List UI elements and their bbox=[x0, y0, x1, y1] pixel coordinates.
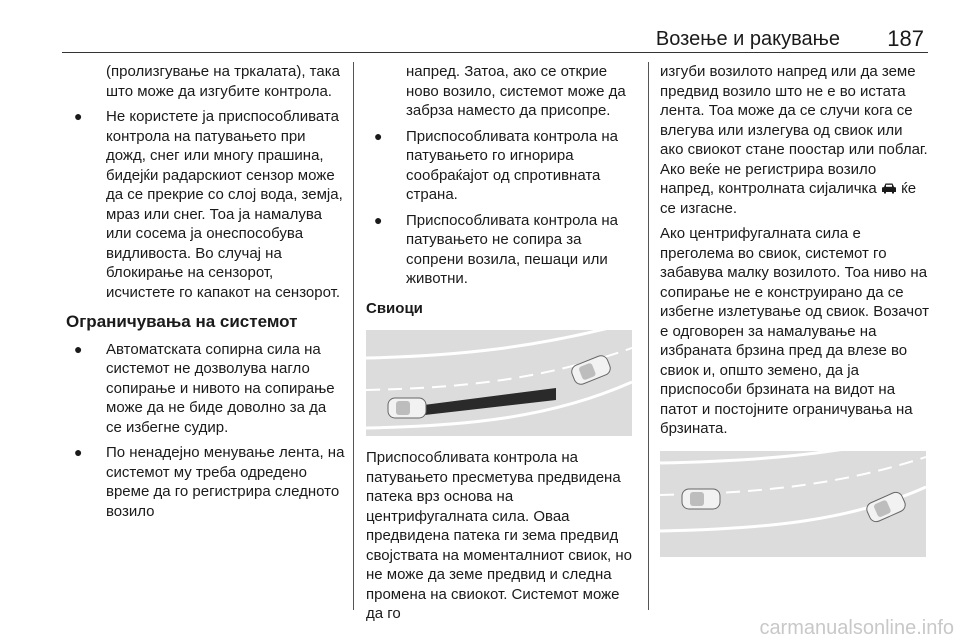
list-item-text: Не користете ја приспособливата контрола на патувањето при дожд, снег или многу прашина, бидејќи радарскиот сензор може да се прекрие со слој вода, земја, мраз или снег. Тоа ја намалува или сосема ја онеспособува видливоста. Во случај на блокирање на сензорот, исчистете го капакот на сензорот. bbox=[106, 108, 343, 301]
paragraph: напред. Затоа, ако се открие ново возило, системот може да забрза наместо да присопре. bbox=[406, 63, 626, 119]
list-item-text: Автоматската сопирна сила на системот не дозволува нагло сопирање и нивото на сопирање може да не биде доволно за да се избегне судир. bbox=[106, 340, 335, 436]
paragraph: Ако центрифугалната сила е преголема во свиок, системот го забавува малку возилото. Тоа ниво на сопирање не е конструирано да се избегне излетување од свиок. Возачот е одговорен за намалување на избраната брзина пред да влезе во свиок и, општо земено, да ја приспособи брзината на видот на патот и постојните ограничувања на брзината. bbox=[660, 225, 929, 437]
list-item bbox=[366, 211, 636, 289]
watermark: carmanualsonline.info bbox=[759, 617, 954, 639]
bullet-icon: ● bbox=[74, 444, 83, 460]
list-item bbox=[66, 340, 346, 438]
list-item-text: Приспособливата контрола на патувањето не сопира за сопрени возила, пешаци или животни. bbox=[406, 211, 619, 287]
paragraph-text: ќе се изгасне. bbox=[660, 180, 917, 217]
car-icon bbox=[388, 398, 426, 418]
paragraph-text: изгуби возилото напред или да земе предвид возило што не е во истата лента. Тоа може да се случи кога се влегува или излегува од свиок или ако свиокот стане поостар или поблаг. Ако веќе не регистрира возило напред, контролната сијаличка bbox=[660, 63, 928, 197]
bullet-icon: ● bbox=[74, 340, 83, 357]
paragraph: Приспособливата контрола на патувањето пресметува предвидена патека врз основа на центрифугалната сила. Оваа предвидена патека ги зема предвид својствата на моменталниот свиок, но не може да земе предвид и следна промена на свиокот. Системот може да го bbox=[366, 449, 632, 622]
curve-illustration bbox=[366, 330, 632, 436]
column-divider bbox=[353, 62, 354, 610]
subsection-heading: Свиоци bbox=[366, 299, 423, 317]
column-3 bbox=[660, 62, 930, 569]
curve-road-drawing bbox=[366, 330, 632, 436]
car-icon bbox=[682, 489, 720, 509]
page-header bbox=[62, 24, 928, 52]
bullet-icon: ● bbox=[74, 108, 83, 124]
header-title: Возење и ракување bbox=[655, 28, 840, 50]
bullet-list bbox=[66, 340, 346, 522]
cruise-car-indicator-icon bbox=[881, 182, 897, 194]
column-1 bbox=[66, 62, 346, 527]
bullet-list bbox=[66, 107, 346, 302]
list-item bbox=[66, 107, 346, 302]
bullet-icon: ● bbox=[374, 211, 383, 228]
paragraph: (пролизгување на тркалата), така што може да изгубите контрола. bbox=[106, 63, 340, 100]
car-icon bbox=[865, 490, 908, 524]
bullet-icon: ● bbox=[374, 127, 383, 144]
list-item-text: По ненадејно менување лента, на системот му треба одредено време да го регистрира следното возило bbox=[106, 444, 345, 520]
section-heading: Ограничувања на системот bbox=[66, 312, 298, 331]
header-rule bbox=[62, 52, 928, 53]
curve-road-drawing bbox=[660, 451, 926, 557]
list-item bbox=[66, 443, 346, 521]
list-item-text: Приспособливата контрола на патувањето го игнорира сообраќајот од спротивната страна. bbox=[406, 127, 619, 203]
page-number: 187 bbox=[887, 26, 924, 51]
curve-illustration bbox=[660, 451, 926, 557]
column-divider bbox=[648, 62, 649, 610]
bullet-list bbox=[366, 127, 636, 289]
column-2 bbox=[366, 62, 636, 630]
car-icon bbox=[570, 354, 613, 387]
list-item bbox=[366, 127, 636, 205]
paragraph bbox=[660, 62, 930, 218]
